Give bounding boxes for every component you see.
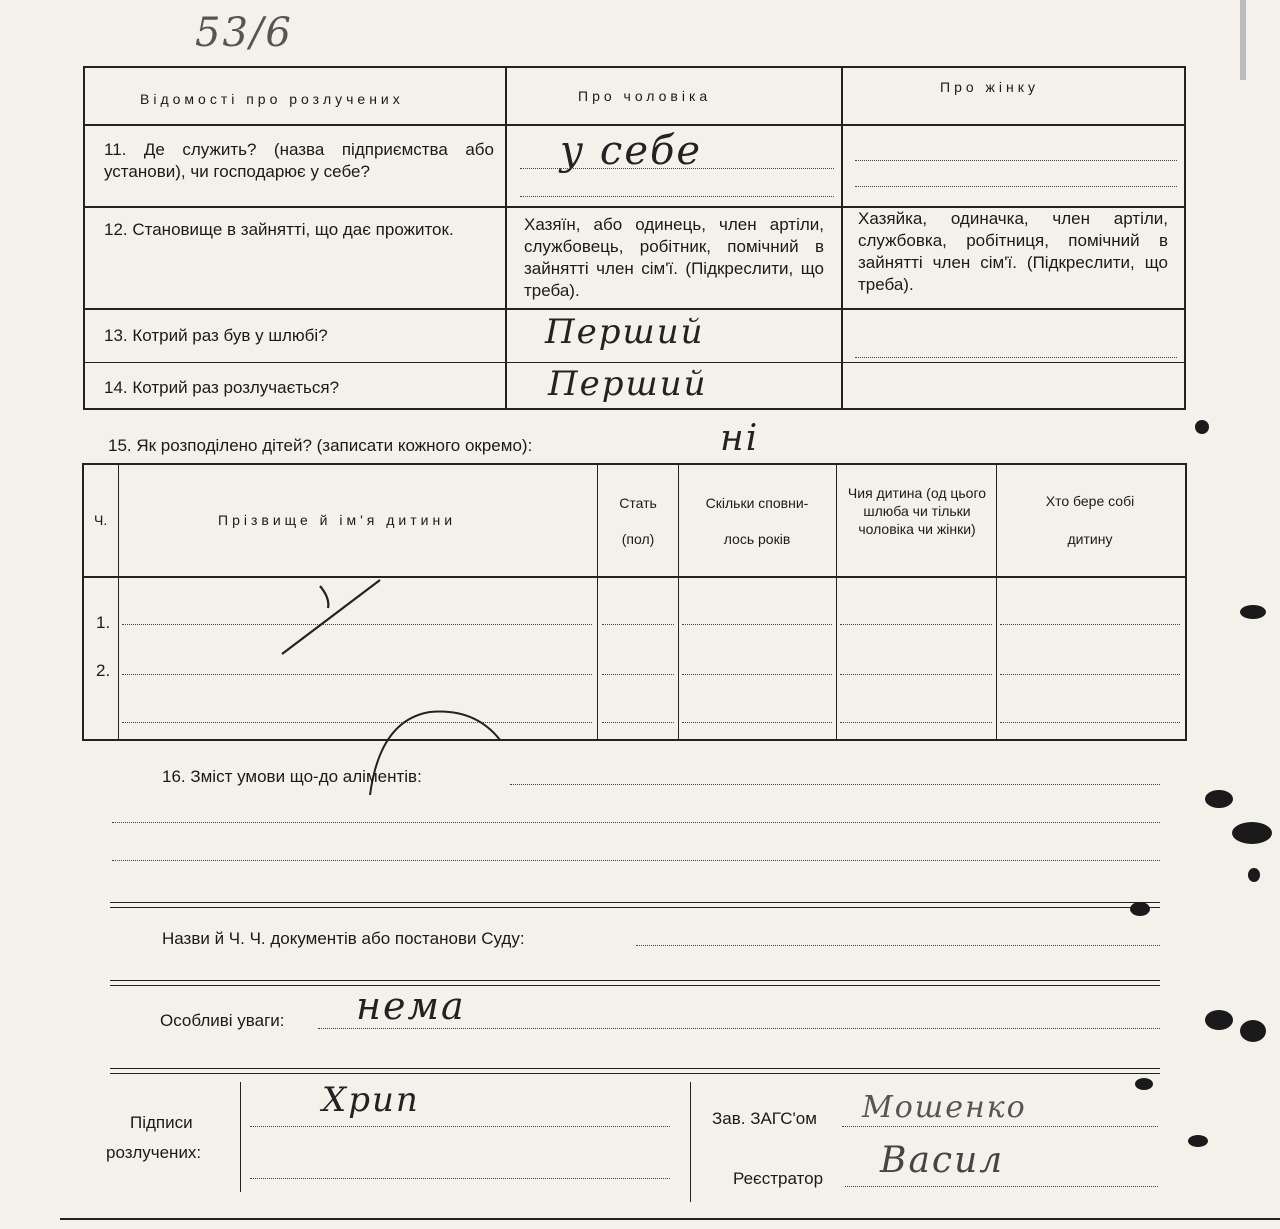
header-spouse-info: Відомості про розлучених xyxy=(140,91,404,107)
header-child-name: Прізвище й ім'я дитини xyxy=(218,512,457,528)
header-about-husband: Про чоловіка xyxy=(578,88,712,104)
row13-label: 13. Котрий раз був у шлюбі? xyxy=(104,326,328,345)
row14-wife-value xyxy=(860,380,1160,400)
q16-alimony-label: 16. Зміст умови що-до аліментів: xyxy=(162,767,422,786)
signatures-label-line2: розлучених: xyxy=(106,1143,202,1162)
row13-husband-value: Перший xyxy=(545,312,705,352)
spouse-signature: Хрип xyxy=(322,1080,420,1120)
header-about-wife: Про жінку xyxy=(940,79,1040,95)
header-takes-line2: дитину xyxy=(1067,531,1113,547)
registrar-label: Реєстратор xyxy=(733,1169,824,1188)
strike-mark xyxy=(270,578,400,658)
header-age-line1: Скільки сповни- xyxy=(705,495,809,511)
q15-label: 15. Як розподілено дітей? (записати кожного окремо): xyxy=(108,436,533,455)
row11-label: 11. Де служить? (назва підприємства або установи), чи господарює у себе? xyxy=(104,140,494,181)
row11-wife-value xyxy=(860,140,1160,160)
child-row-2-number: 2. xyxy=(96,661,111,680)
registrar-signature: Васил xyxy=(880,1140,1005,1181)
child-row-1-number: 1. xyxy=(96,613,111,632)
zags-head-label: Зав. ЗАГС'ом xyxy=(712,1109,817,1128)
signatures-label-line1: Підписи xyxy=(130,1113,193,1132)
remarks-label: Особливі уваги: xyxy=(160,1011,285,1030)
page-number-mark: 53/6 xyxy=(195,10,293,56)
zags-head-signature: Мошенко xyxy=(862,1090,1027,1125)
row12-label: 12. Становище в зайнятті, що дає прожиток. xyxy=(104,220,454,239)
q15-answer: ні xyxy=(720,418,760,459)
header-takes-line1: Хто бере собі xyxy=(1045,493,1135,509)
row12-husband-options: Хазяїн, або одинець, член артіли, службовець, робітник, помічний в зайнятті член сім'ї. (Підкреслити, що треба). xyxy=(524,215,824,300)
row13-wife-value xyxy=(860,330,1160,350)
header-age-line2: лось років xyxy=(723,531,791,547)
row14-label: 14. Котрий раз розлучається? xyxy=(104,378,340,397)
header-sex-line1: Стать xyxy=(619,495,657,511)
court-documents-label: Назви й Ч. Ч. документів або постанови Суду: xyxy=(162,929,525,948)
header-sex-line2: (пол) xyxy=(621,531,655,547)
header-number: Ч. xyxy=(94,512,108,528)
row14-husband-value: Перший xyxy=(548,364,708,404)
row11-husband-value: у себе xyxy=(560,128,703,174)
row12-wife-options: Хазяйка, одиначка, член артіли, службовка, робітниця, помічний в зайнятті член сім'ї. (Підкреслити, що треба). xyxy=(858,209,1168,294)
header-whose-child: Чия дитина (од цього шлюба чи тільки чоловіка чи жінки) xyxy=(847,485,987,537)
remarks-value: нема xyxy=(356,984,466,1028)
